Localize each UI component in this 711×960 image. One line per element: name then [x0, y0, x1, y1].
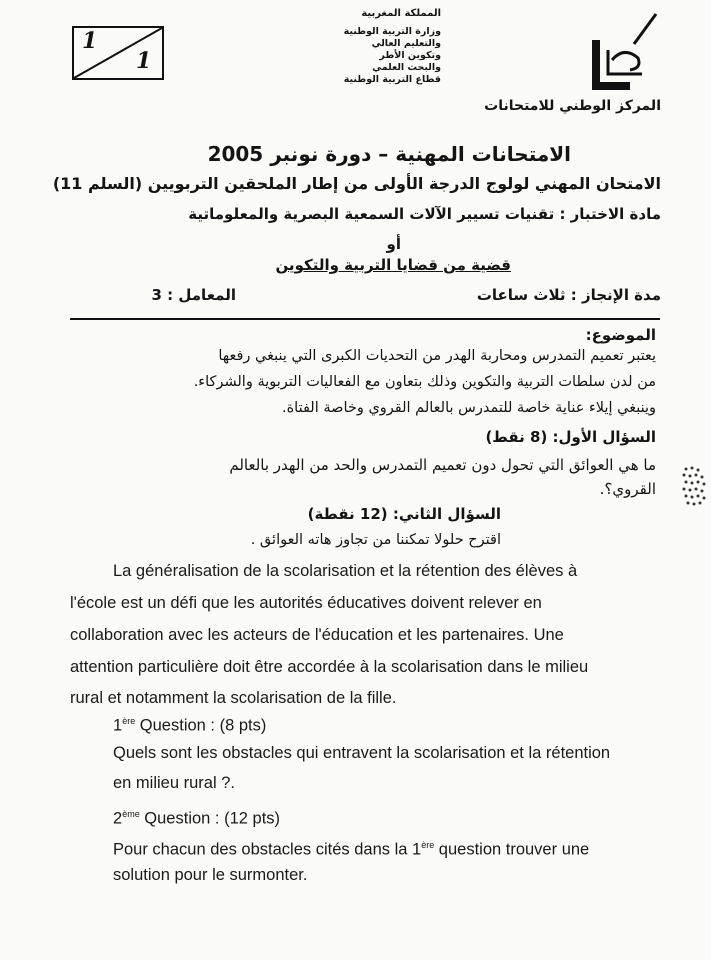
fr-intro-line-3: collaboration avec les acteurs de l'éducation et les partenaires. Une [70, 626, 564, 644]
fr-q2-heading [113, 799, 280, 834]
grade-box [72, 26, 164, 80]
fr-intro-line-2: l'école est un défi que les autorités éducatives doivent relever en [70, 594, 542, 612]
margin-dots [680, 465, 708, 509]
ar-q2-label: السؤال الثاني: (12 نقطة) [307, 505, 501, 523]
subject-alt: قضية من قضايا التربية والتكوين [275, 256, 511, 274]
ministry-line-4: والبحث العلمي [372, 62, 441, 73]
ar-topic-line-1: يعتبر تعميم التمدرس ومحاربة الهدر من التحديات الكبرى التي ينبغي رفعها [218, 348, 656, 364]
ar-topic-label: الموضوع: [585, 326, 656, 344]
ministry-line-1: وزارة التربية الوطنية [343, 26, 441, 37]
fr-q2-number: 2 [113, 809, 123, 828]
ar-q1-line-1: ما هي العوائق التي تحول دون تعميم التمدرس والحد من الهدر بالعالم [229, 456, 656, 474]
fr-q1-line-2: en milieu rural ?. [113, 774, 235, 792]
ar-q1-label: السؤال الأول: (8 نقط) [485, 428, 656, 446]
grade-bottom: 1 [136, 48, 152, 74]
fr-intro-line-1: La généralisation de la scolarisation et la rétention des élèves à [113, 562, 578, 580]
duration: مدة الإنجاز : ثلاث ساعات [476, 286, 661, 304]
fr-q1-label: Question : [139, 716, 216, 735]
fr-q2-line-2: solution pour le surmonter. [113, 866, 308, 884]
fr-q2-line-1-sup: ère [421, 840, 435, 850]
fr-q1-ordinal: ère [122, 716, 136, 726]
fr-q2-line-1-a: Pour chacun des obstacles cités dans la 1 [113, 840, 422, 859]
fr-q1-points: (8 pts) [219, 716, 267, 735]
fr-q2-points: (12 pts) [224, 809, 281, 828]
ar-topic-line-3: وينبغي إيلاء عناية خاصة للتمدرس بالعالم القروي وخاصة الفتاة. [281, 400, 656, 416]
ar-topic-line-2: من لدن سلطات التربية والتكوين وذلك بتعاون مع الفعاليات التربوية والشركاء. [193, 374, 656, 390]
ministry-line-2: والتعليم العالي [371, 38, 441, 49]
exam-subtitle: الامتحان المهني لولوج الدرجة الأولى من إطار الملحقين التربويين (السلم 11) [52, 174, 661, 193]
subject-or: أو [386, 235, 401, 253]
ar-q2-text: اقترح حلولا تمكننا من تجاوز هاته العوائق . [250, 532, 501, 548]
kingdom-name: المملكة المغربية [361, 8, 441, 19]
fr-intro-line-4: attention particulière doit être accordée à la scolarisation dans le milieu [70, 658, 589, 676]
fr-q2-line-1-b: question trouver une [434, 840, 590, 859]
grade-top: 1 [82, 28, 98, 54]
center-logo [590, 10, 660, 90]
fr-q2-label: Question : [144, 809, 220, 828]
fr-q2-ordinal: ème [122, 809, 140, 819]
center-name: المركز الوطني للامتحانات [484, 98, 661, 114]
header-divider [70, 318, 660, 320]
fr-q1-number: 1 [113, 716, 123, 735]
exam-title: الامتحانات المهنية – دورة نونبر 2005 [207, 142, 571, 166]
coefficient: المعامل : 3 [151, 286, 236, 304]
fr-q1-heading [113, 706, 266, 741]
ministry-line-3: وتكوين الأطر [379, 50, 441, 61]
ministry-line-5: قطاع التربية الوطنية [343, 74, 441, 85]
fr-intro-line-5: rural et notamment la scolarisation de la fille. [70, 689, 397, 707]
ar-q1-line-2: القروي؟. [599, 480, 656, 498]
fr-q1-line-1: Quels sont les obstacles qui entravent la scolarisation et la rétention [113, 744, 611, 762]
subject-line: مادة الاختبار : تقنيات تسيير الآلات السمعية البصرية والمعلوماتية [188, 205, 661, 223]
